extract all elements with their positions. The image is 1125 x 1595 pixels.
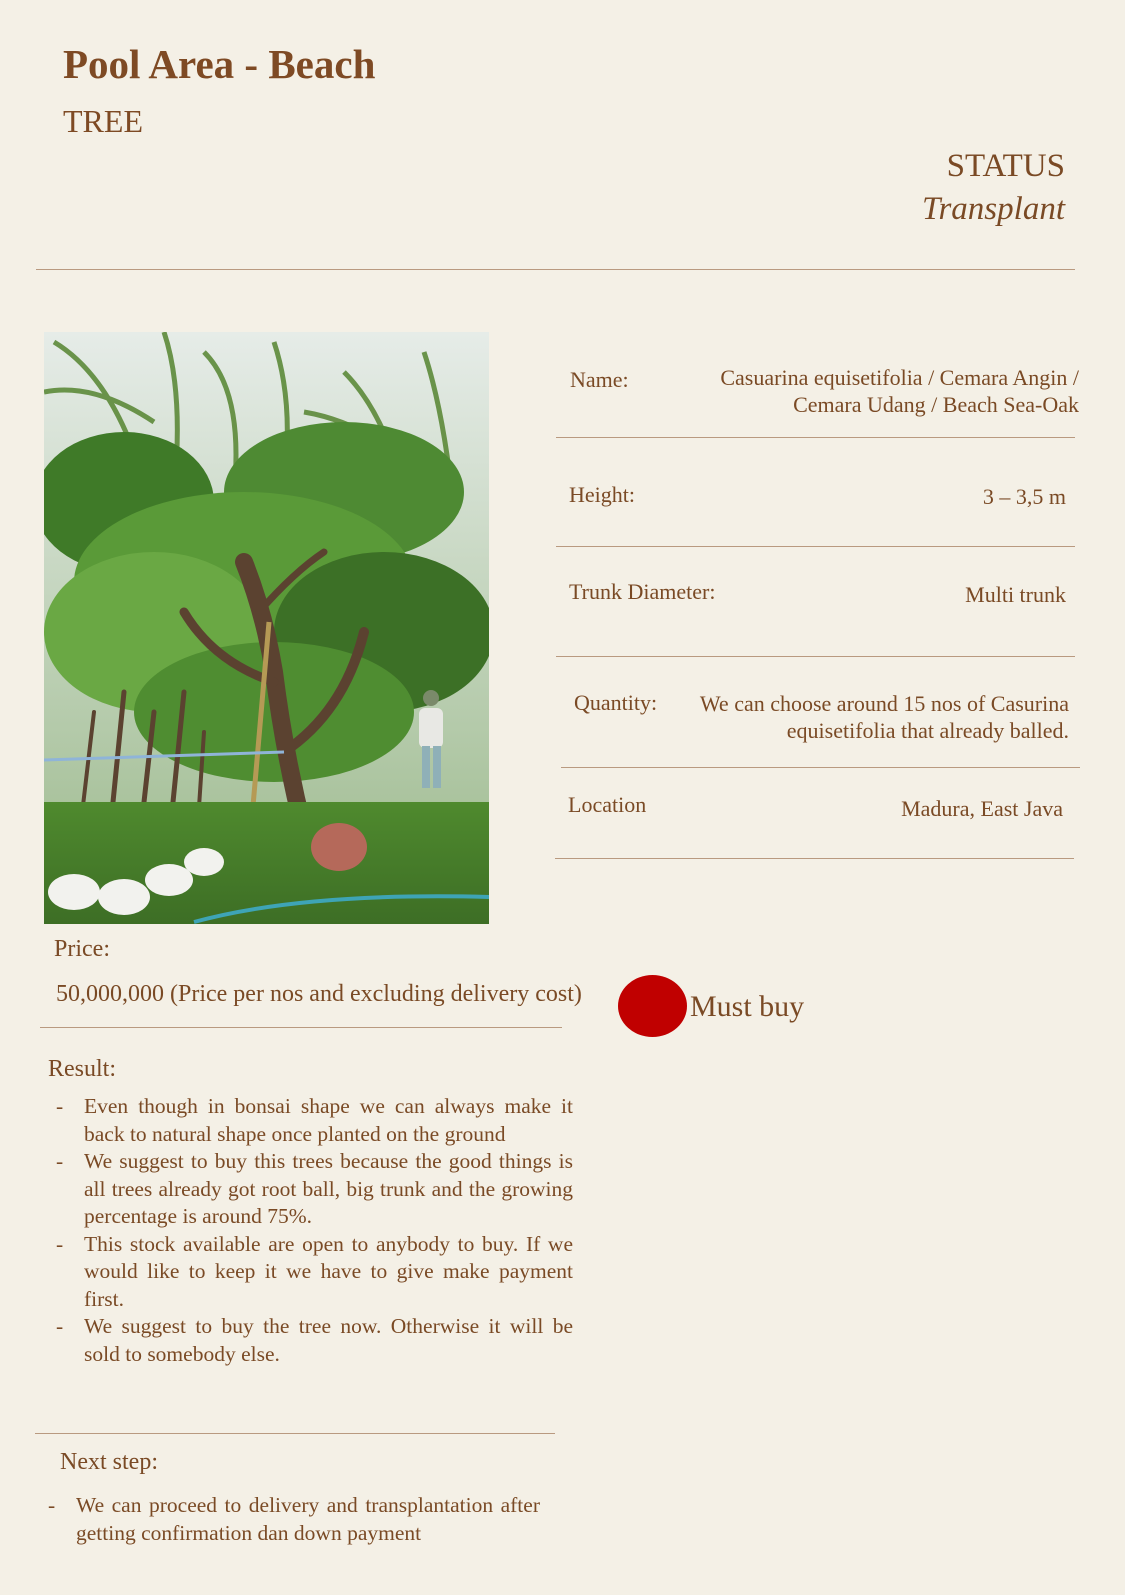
bullet-dash: -	[48, 1493, 56, 1517]
bullet-dash: -	[56, 1231, 64, 1256]
height-value: 3 – 3,5 m	[982, 484, 1066, 509]
bullet-dash: -	[56, 1094, 64, 1118]
page-subtitle: TREE	[63, 103, 143, 139]
name-value-line-2: Cemara Udang / Beach Sea-Oak	[793, 392, 1079, 417]
next-step-label: Next step:	[60, 1449, 158, 1475]
status-value: Transplant	[921, 191, 1065, 227]
next-step-item-text: We can proceed to delivery and transplantation after getting confirmation dan down payment	[76, 1493, 540, 1545]
price-label: Price:	[54, 936, 110, 962]
height-divider	[556, 546, 1075, 547]
must-buy-dot-icon	[618, 975, 687, 1037]
quantity-value-line-2: equisetifolia that already balled.	[786, 718, 1069, 743]
name-divider	[556, 437, 1075, 438]
name-value-line-1: Casuarina equisetifolia / Cemara Angin /	[720, 365, 1079, 390]
result-label: Result:	[48, 1056, 117, 1082]
price-divider	[40, 1027, 562, 1028]
next-step-item	[40, 1492, 540, 1547]
result-item	[48, 1093, 573, 1148]
height-label: Height:	[569, 482, 635, 507]
next-step-divider	[35, 1433, 555, 1434]
trunk-diameter-label: Trunk Diameter:	[569, 579, 716, 604]
result-item-text: We suggest to buy the tree now. Otherwise it will be sold to somebody else.	[84, 1314, 573, 1366]
quantity-label: Quantity:	[574, 690, 658, 715]
quantity-value	[649, 690, 1069, 744]
tree-photo-icon	[44, 332, 489, 924]
result-item	[48, 1148, 573, 1231]
header-divider	[36, 269, 1075, 270]
quantity-value-line-1: We can choose around 15 nos of Casurina	[699, 691, 1069, 716]
trunk-diameter-value: Multi trunk	[965, 582, 1066, 607]
name-value	[659, 364, 1079, 418]
location-divider	[555, 858, 1074, 859]
result-item-text: Even though in bonsai shape we can always make it back to natural shape once planted on the ground	[84, 1094, 573, 1146]
name-label: Name:	[570, 367, 629, 392]
result-list	[48, 1093, 573, 1368]
bullet-dash: -	[56, 1314, 64, 1338]
next-step-list	[40, 1492, 540, 1547]
location-label: Location	[568, 792, 647, 817]
bullet-dash: -	[56, 1149, 64, 1173]
tree-photo	[44, 332, 489, 924]
trunk-divider	[556, 656, 1075, 657]
must-buy-label: Must buy	[690, 990, 805, 1023]
status-label: STATUS	[946, 148, 1065, 184]
result-item	[48, 1313, 573, 1368]
result-item	[48, 1231, 573, 1314]
result-item-text: We suggest to buy this trees because the good things is all trees already got root ball, big trunk and the growing percentage is around 75%.	[84, 1149, 573, 1228]
quantity-divider	[561, 767, 1080, 768]
price-value: 50,000,000 (Price per nos and excluding delivery cost)	[56, 981, 582, 1007]
location-value: Madura, East Java	[901, 796, 1063, 821]
page-title: Pool Area - Beach	[63, 41, 376, 87]
result-item-text: This stock available are open to anybody to buy. If we would like to keep it we have to give make payment first.	[84, 1231, 573, 1311]
